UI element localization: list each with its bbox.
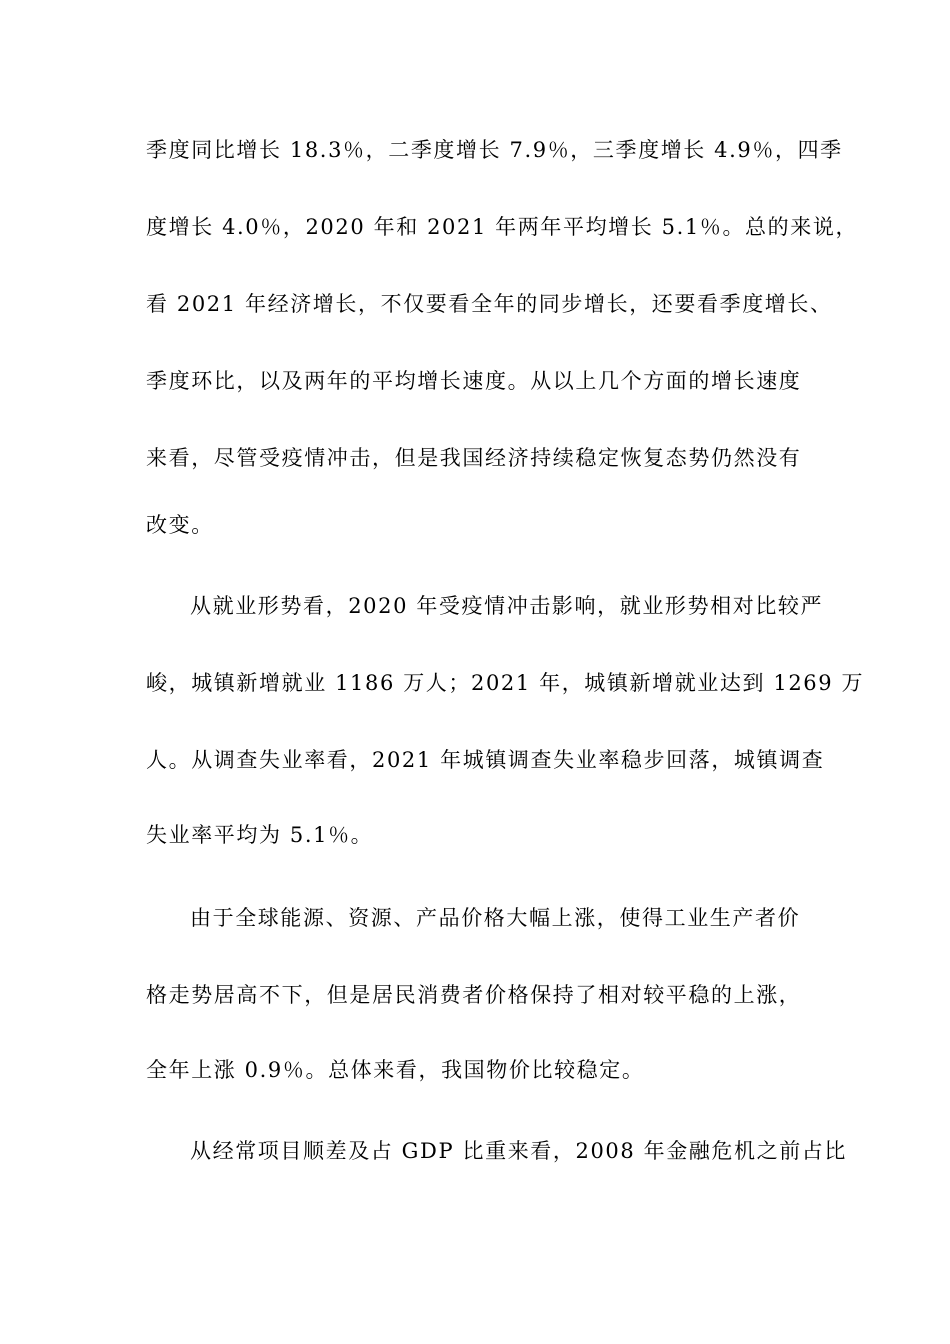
text-line: 失业率平均为 5.1％。	[146, 823, 374, 847]
text-line: 看 2021 年经济增长，不仅要看全年的同步增长，还要看季度增长、	[146, 292, 833, 316]
text-line: 季度同比增长 18.3％，二季度增长 7.9％，三季度增长 4.9％，四季	[146, 138, 843, 162]
text-line: 从就业形势看，2020 年受疫情冲击影响，就业形势相对比较严	[190, 594, 824, 618]
text-line: 改变。	[146, 513, 214, 537]
text-line: 由于全球能源、资源、产品价格大幅上涨，使得工业生产者价	[190, 906, 801, 930]
text-line: 度增长 4.0％，2020 年和 2021 年两年平均增长 5.1％。总的来说，	[146, 215, 859, 239]
text-line: 从经常项目顺差及占 GDP 比重来看，2008 年金融危机之前占比	[190, 1139, 848, 1163]
text-line: 全年上涨 0.9％。总体来看，我国物价比较稳定。	[146, 1058, 645, 1082]
text-line: 人。从调查失业率看，2021 年城镇调查失业率稳步回落，城镇调查	[146, 748, 825, 772]
text-line: 峻，城镇新增就业 1186 万人；2021 年，城镇新增就业达到 1269 万	[146, 671, 865, 695]
text-line: 来看，尽管受疫情冲击，但是我国经济持续稳定恢复态势仍然没有	[146, 446, 802, 470]
text-line: 季度环比，以及两年的平均增长速度。从以上几个方面的增长速度	[146, 369, 802, 393]
text-line: 格走势居高不下，但是居民消费者价格保持了相对较平稳的上涨，	[146, 983, 802, 1007]
